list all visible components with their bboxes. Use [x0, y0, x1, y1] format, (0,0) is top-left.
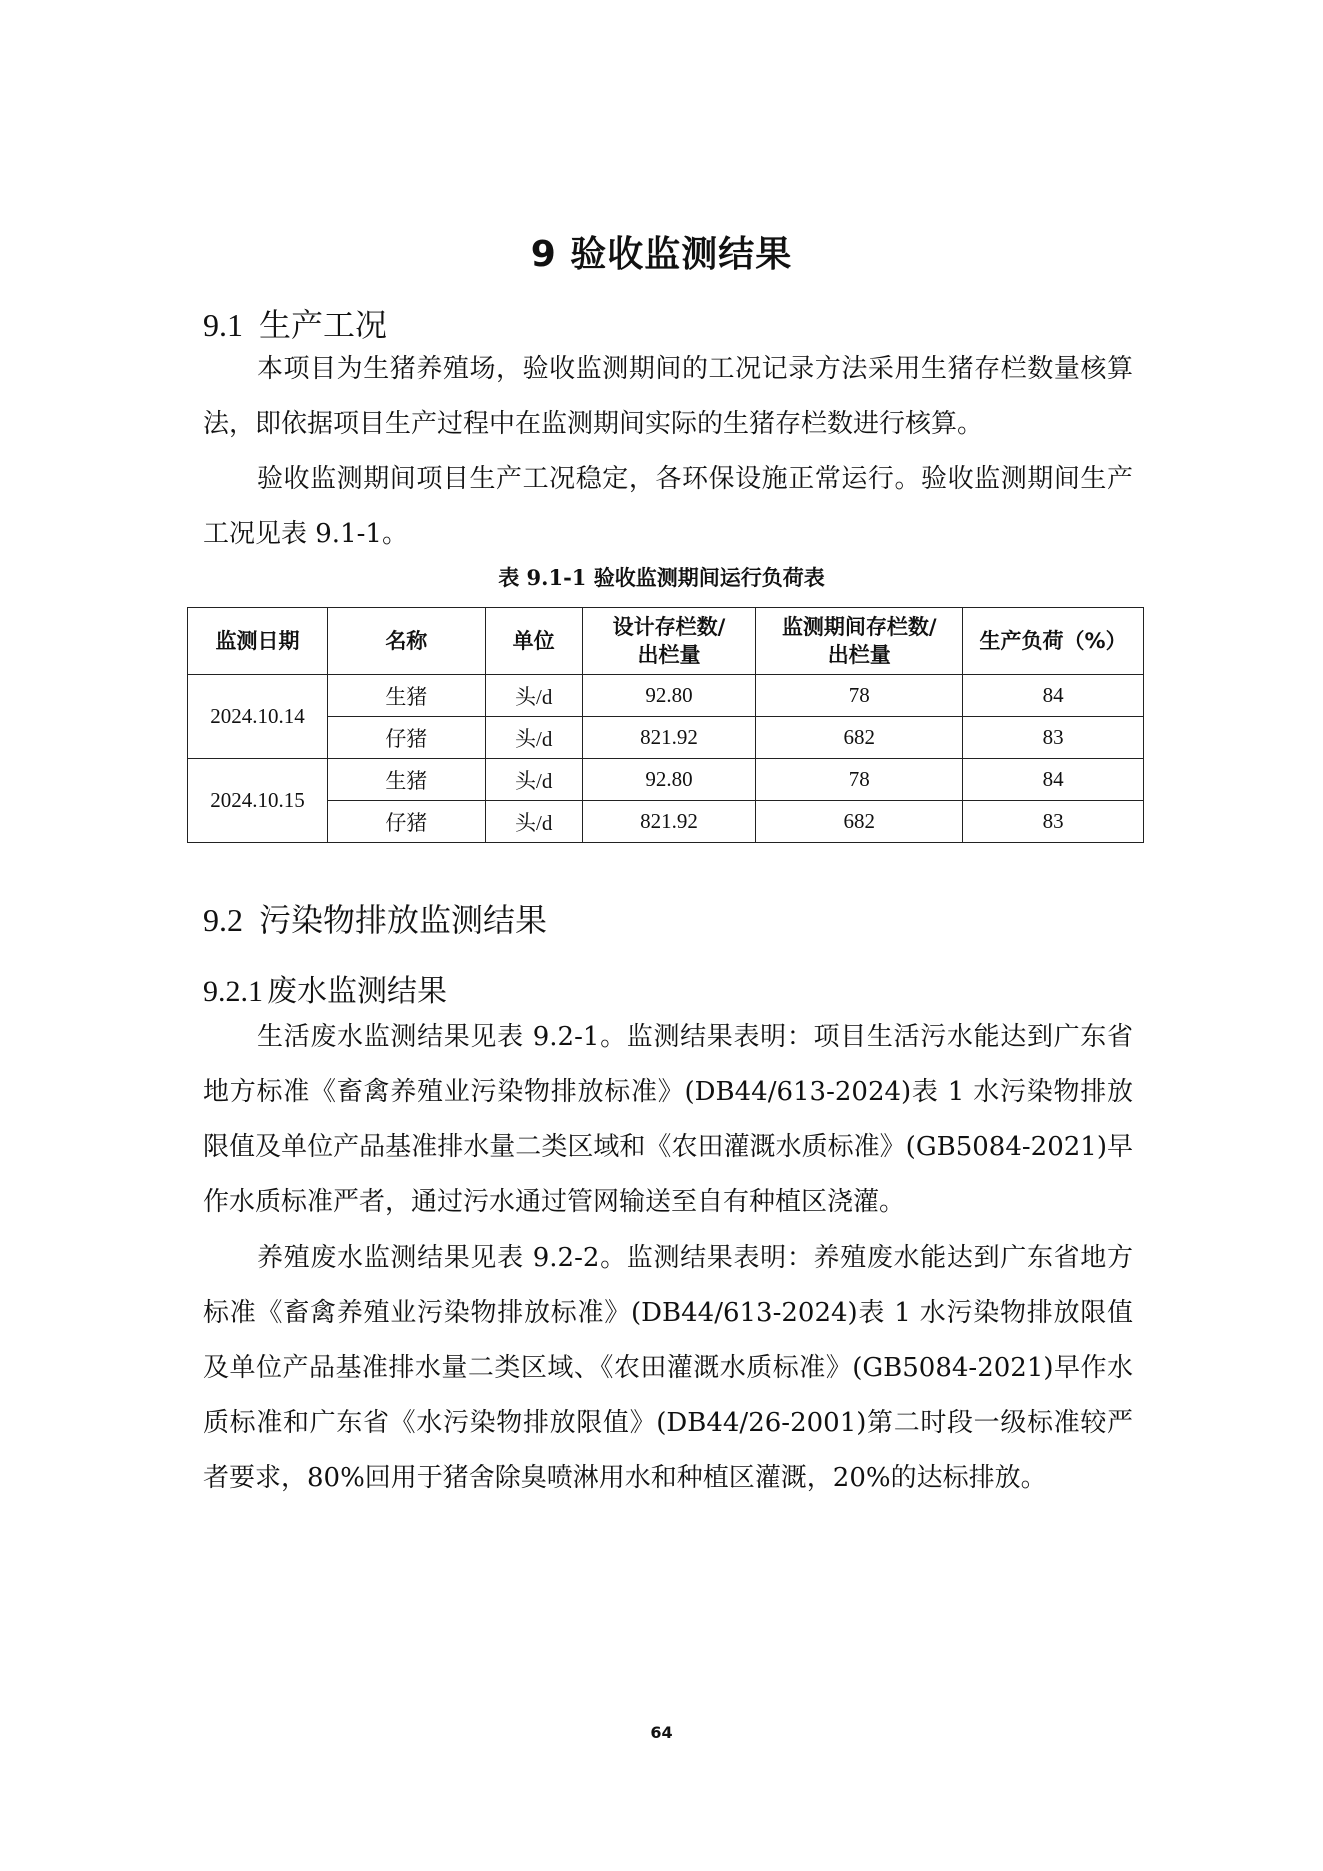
header-unit: 单位 [485, 608, 582, 675]
section-number: 9.2 [203, 902, 243, 938]
cell-load: 84 [963, 759, 1144, 801]
table-row [188, 759, 1144, 801]
subsection-number: 9.2.1 [203, 975, 263, 1008]
header-design-line1: 设计存栏数/ [612, 615, 726, 639]
cell-load: 83 [963, 801, 1144, 843]
section-heading-9-2 [203, 895, 547, 941]
cell-name: 生猪 [327, 759, 485, 801]
header-name: 名称 [327, 608, 485, 675]
cell-name: 仔猪 [327, 717, 485, 759]
cell-actual: 682 [756, 717, 963, 759]
header-actual-line2: 出栏量 [827, 643, 891, 667]
table-caption: 表 9.1-1 验收监测期间运行负荷表 [498, 565, 825, 590]
header-actual-line1: 监测期间存栏数/ [781, 615, 937, 639]
cell-design: 821.92 [582, 717, 756, 759]
cell-name: 仔猪 [327, 801, 485, 843]
cell-date: 2024.10.15 [188, 759, 328, 843]
cell-load: 84 [963, 675, 1144, 717]
table-row [188, 801, 1144, 843]
cell-design: 92.80 [582, 759, 756, 801]
header-load: 生产负荷（%） [963, 608, 1144, 675]
header-design [582, 608, 756, 675]
cell-actual: 682 [756, 801, 963, 843]
cell-date: 2024.10.14 [188, 675, 328, 759]
cell-unit: 头/d [485, 759, 582, 801]
cell-design: 821.92 [582, 801, 756, 843]
paragraph: 验收监测期间项目生产工况稳定，各环保设施正常运行。验收监测期间生产工况见表 9.1-1。 [203, 464, 1133, 549]
chapter-title: 9 验收监测结果 [530, 234, 793, 275]
paragraph: 养殖废水监测结果见表 9.2-2。监测结果表明：养殖废水能达到广东省地方标准《畜禽养殖业污染物排放标准》(DB44/613-2024)表 1 水污染物排放限值及单位产品基准排水量二类区域、《农田灌溉水质标准》(GB5084-2021)早作水质标准和广东省《水污染物排放限值》(DB44/26-2001)第二时段一级标准较严者要求，80%回用于猪舍除臭喷淋用水和种植区灌溉，20%的达标排放。 [203, 1243, 1133, 1493]
section-title: 生产工况 [259, 306, 388, 344]
section-number: 9.1 [203, 307, 243, 343]
cell-unit: 头/d [485, 717, 582, 759]
cell-unit: 头/d [485, 675, 582, 717]
page-number: 64 [650, 1723, 673, 1742]
paragraph: 本项目为生猪养殖场，验收监测期间的工况记录方法采用生猪存栏数量核算法，即依据项目生产过程中在监测期间实际的生猪存栏数进行核算。 [203, 354, 1133, 439]
table-row [188, 717, 1144, 759]
cell-unit: 头/d [485, 801, 582, 843]
cell-load: 83 [963, 717, 1144, 759]
section-title: 污染物排放监测结果 [259, 901, 548, 939]
table-header-row [188, 608, 1144, 675]
table-row [188, 675, 1144, 717]
header-actual [756, 608, 963, 675]
cell-actual: 78 [756, 759, 963, 801]
load-table [187, 607, 1144, 843]
subsection-heading-9-2-1 [203, 966, 447, 1010]
cell-name: 生猪 [327, 675, 485, 717]
subsection-title: 废水监测结果 [267, 974, 447, 1009]
cell-actual: 78 [756, 675, 963, 717]
paragraph: 生活废水监测结果见表 9.2-1。监测结果表明：项目生活污水能达到广东省地方标准《畜禽养殖业污染物排放标准》(DB44/613-2024)表 1 水污染物排放限值及单位产品基准排水量二类区域和《农田灌溉水质标准》(GB5084-2021)早作水质标准严者，通过污水通过管网输送至自有种植区浇灌。 [203, 1022, 1133, 1217]
section-heading-9-1 [203, 300, 387, 346]
cell-design: 92.80 [582, 675, 756, 717]
header-date: 监测日期 [188, 608, 328, 675]
header-design-line2: 出栏量 [637, 643, 701, 667]
